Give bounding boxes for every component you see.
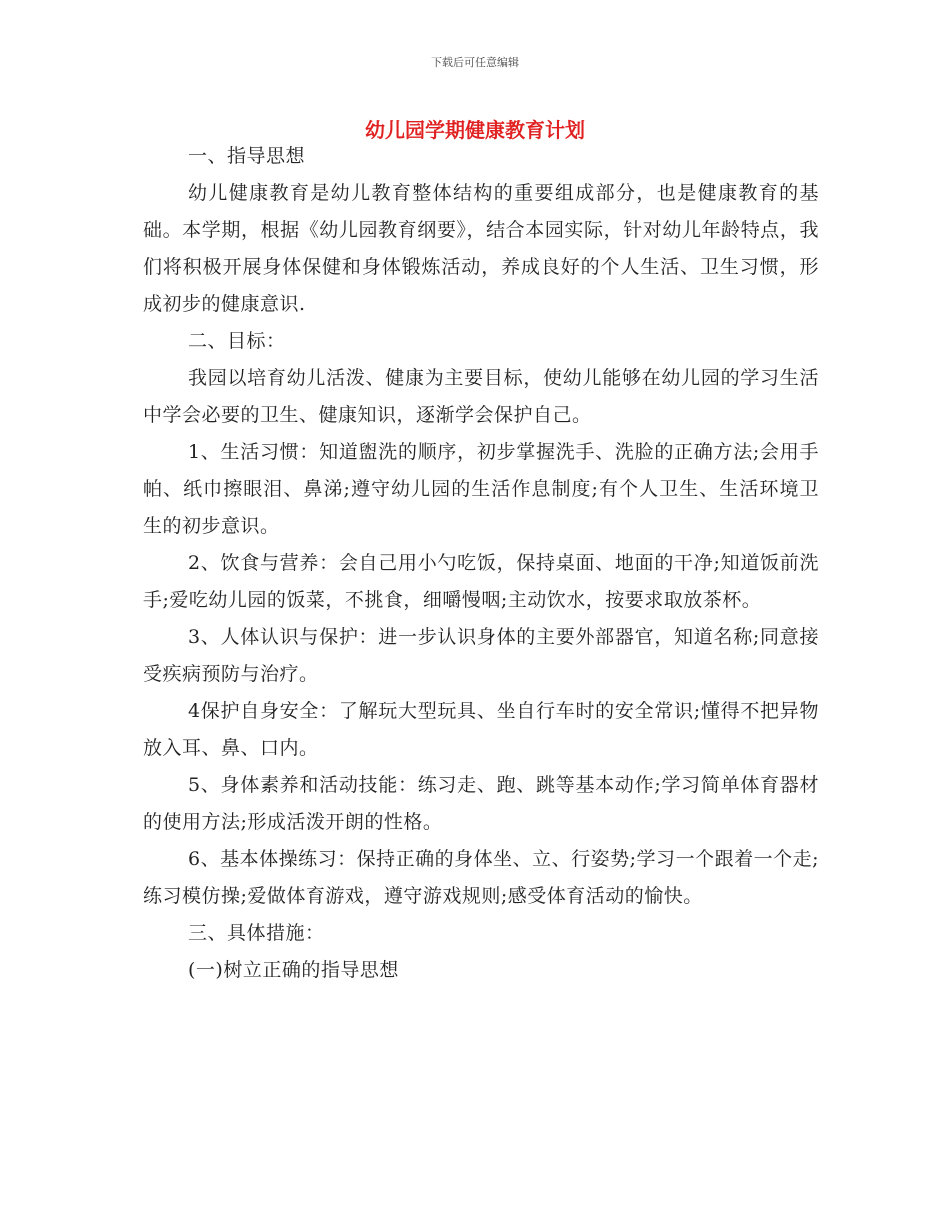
goal-item-living-habits: 1、生活习惯：知道盥洗的顺序，初步掌握洗手、洗脸的正确方法;会用手帕、纸巾擦眼泪、鼻涕;遵守幼儿园的生活作息制度;有个人卫生、生活环境卫生的初步意识。 <box>143 441 819 537</box>
goal-item-diet-nutrition: 2、饮食与营养：会自己用小勺吃饭，保持桌面、地面的干净;知道饭前洗手;爱吃幼儿园的饭菜，不挑食，细嚼慢咽;主动饮水，按要求取放茶杯。 <box>143 552 819 611</box>
paragraph-guiding-ideology: 幼儿健康教育是幼儿教育整体结构的重要组成部分，也是健康教育的基础。本学期，根据《幼儿园教育纲要》，结合本园实际，针对幼儿年龄特点，我们将积极开展身体保健和身体锻炼活动，养成良好的个人生活、卫生习惯，形成初步的健康意识. <box>143 182 819 315</box>
goal-item-basic-exercise: 6、基本体操练习：保持正确的身体坐、立、行姿势;学习一个跟着一个走;练习模仿操;爱做体育游戏，遵守游戏规则;感受体育活动的愉快。 <box>143 848 819 907</box>
goal-item-body-awareness: 3、人体认识与保护：进一步认识身体的主要外部器官，知道名称;同意接受疾病预防与治疗。 <box>143 626 819 685</box>
paragraph-goals-intro: 我园以培育幼儿活泼、健康为主要目标，使幼儿能够在幼儿园的学习生活中学会必要的卫生、健康知识，逐渐学会保护自己。 <box>143 367 819 426</box>
header-note: 下载后可任意编辑 <box>431 56 519 69</box>
section-heading-measures: 三、具体措施： <box>188 922 325 944</box>
subsection-heading-correct-ideology: (一)树立正确的指导思想 <box>188 959 399 981</box>
document-body <box>143 138 819 989</box>
section-heading-guiding-ideology: 一、指导思想 <box>188 145 306 167</box>
goal-item-physical-skills: 5、身体素养和活动技能：练习走、跑、跳等基本动作;学习简单体育器材的使用方法;形成活泼开朗的性格。 <box>143 774 819 833</box>
document-title: 幼儿园学期健康教育计划 <box>365 118 585 142</box>
section-heading-goals: 二、目标： <box>188 330 286 352</box>
goal-item-self-safety: 4保护自身安全：了解玩大型玩具、坐自行车时的安全常识;懂得不把异物放入耳、鼻、口内。 <box>143 700 819 759</box>
